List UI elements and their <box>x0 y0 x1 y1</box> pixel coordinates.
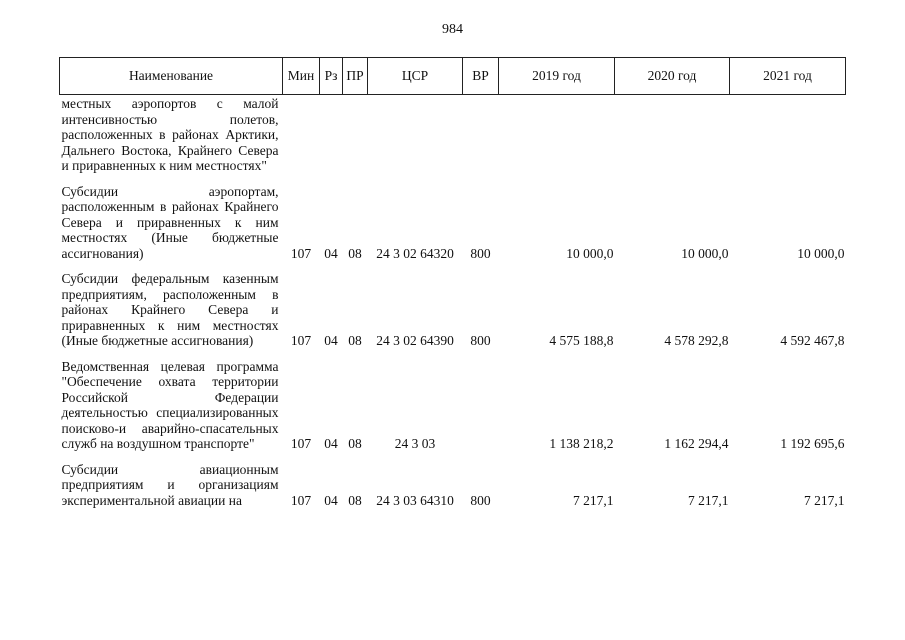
row-2021: 4 592 467,8 <box>780 333 845 348</box>
table-row <box>60 95 846 184</box>
row-csr: 24 3 02 64390 <box>376 333 454 348</box>
budget-table <box>59 57 846 508</box>
row-2019 <box>499 95 615 184</box>
header-min: Мин <box>283 58 320 95</box>
row-vr: 800 <box>470 245 491 261</box>
row-min: 107 <box>290 245 312 261</box>
header-vr: ВР <box>463 58 499 95</box>
header-csr: ЦСР <box>368 58 463 95</box>
header-2019: 2019 год <box>499 58 615 95</box>
row-vr <box>463 359 499 462</box>
header-pr: ПР <box>343 58 368 95</box>
header-2020: 2020 год <box>615 58 730 95</box>
row-2021 <box>730 95 846 184</box>
row-2020 <box>615 95 730 184</box>
row-min: 107 <box>290 436 312 451</box>
table-row <box>60 462 846 509</box>
row-min: 107 <box>290 492 312 508</box>
page-number: 984 <box>442 22 463 37</box>
row-name: Ведомственная целевая программа "Обеспечение охвата территории Российской Федерации деятельностью специализированных поисково-и аварийно-спасательных служб на воздушном транспорте" <box>61 358 279 451</box>
row-min: 107 <box>290 333 312 348</box>
row-name: Субсидии федеральным казенным предприятиям, расположенным в районах Крайнего Севера и приравненных к ним местностях (Иные бюджетные ассигнования) <box>61 271 279 348</box>
row-2019: 4 575 188,8 <box>549 333 614 348</box>
table-header-row <box>60 58 846 95</box>
row-rz: 04 <box>324 245 338 261</box>
header-rz: Рз <box>320 58 343 95</box>
row-min <box>283 95 320 184</box>
row-pr: 08 <box>348 436 362 451</box>
row-2021: 1 192 695,6 <box>780 436 845 451</box>
row-2019: 10 000,0 <box>566 245 614 261</box>
header-2021: 2021 год <box>730 58 846 95</box>
row-vr <box>463 95 499 184</box>
row-rz: 04 <box>324 492 338 508</box>
row-pr: 08 <box>348 245 362 261</box>
header-name: Наименование <box>60 58 283 95</box>
row-2021: 10 000,0 <box>797 245 845 261</box>
row-2020: 4 578 292,8 <box>664 333 729 348</box>
table-row <box>60 359 846 462</box>
row-2019: 7 217,1 <box>573 492 614 508</box>
table-row <box>60 271 846 359</box>
row-csr: 24 3 03 <box>394 436 436 451</box>
row-vr: 800 <box>470 492 491 508</box>
row-vr: 800 <box>470 333 491 348</box>
row-name: Субсидии аэропортам, расположенным в районах Крайнего Севера и приравненных к ним местностях (Иные бюджетные ассигнования) <box>61 183 279 261</box>
row-name: Субсидии авиационным предприятиям и организациям экспериментальной авиации на <box>61 461 279 508</box>
row-pr: 08 <box>348 492 362 508</box>
row-csr: 24 3 02 64320 <box>376 245 454 261</box>
row-rz: 04 <box>324 436 338 451</box>
row-csr: 24 3 03 64310 <box>376 492 454 508</box>
row-csr <box>368 95 463 184</box>
row-rz: 04 <box>324 333 338 348</box>
row-2020: 1 162 294,4 <box>664 436 729 451</box>
row-2021: 7 217,1 <box>804 492 845 508</box>
row-2019: 1 138 218,2 <box>549 436 614 451</box>
table-row <box>60 184 846 272</box>
row-rz <box>320 95 343 184</box>
row-2020: 10 000,0 <box>681 245 729 261</box>
row-pr: 08 <box>348 333 362 348</box>
row-2020: 7 217,1 <box>688 492 729 508</box>
row-pr <box>343 95 368 184</box>
row-name: местных аэропортов с малой интенсивностью полетов, расположенных в районах Арктики, Дальнего Востока, Крайнего Севера и приравненных к ним местностях" <box>61 96 279 173</box>
